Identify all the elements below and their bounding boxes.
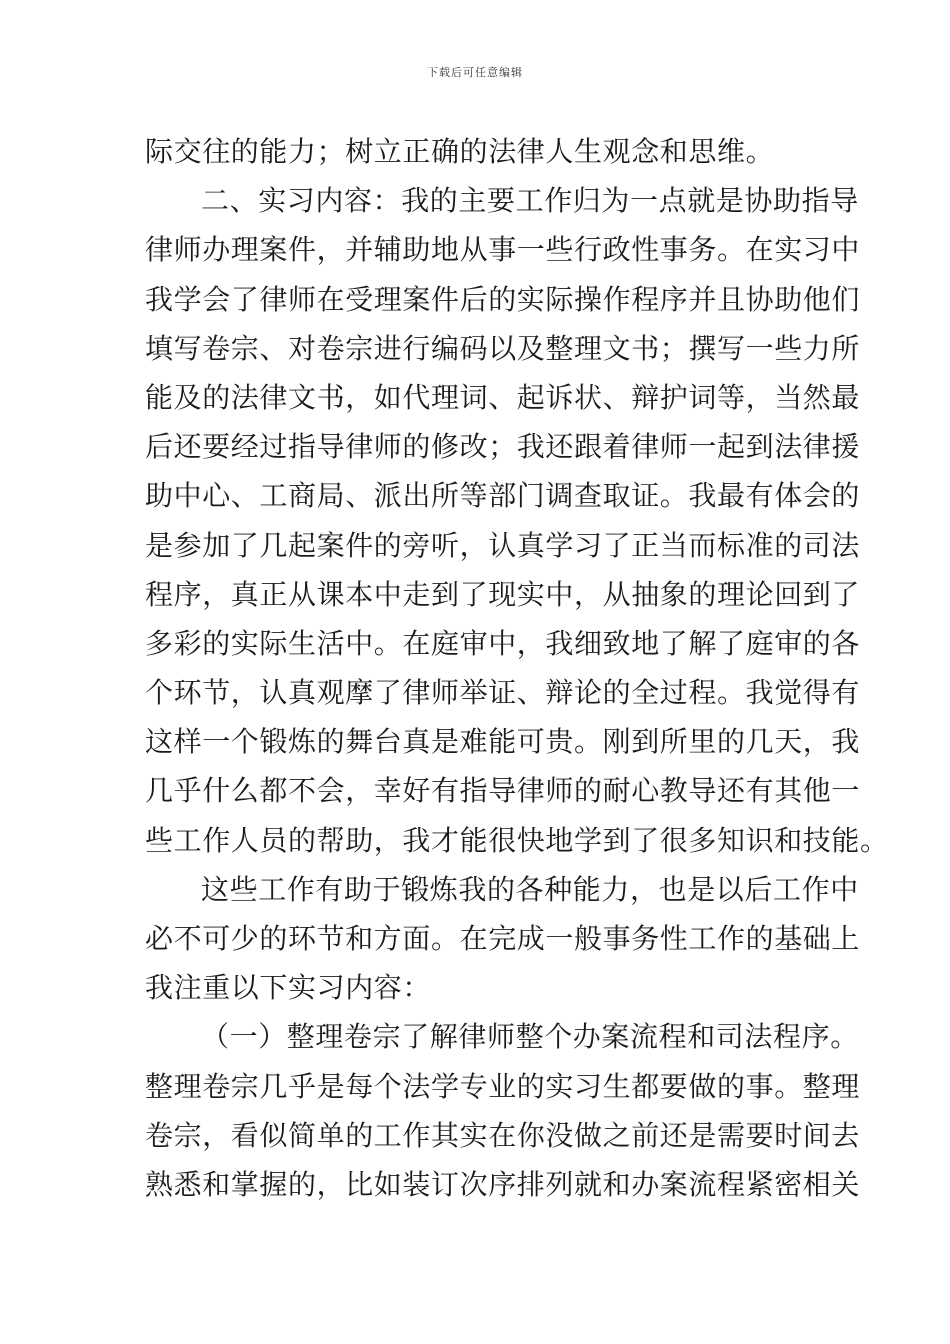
text-line: 助中心、工商局、派出所等部门调查取证。我最有体会的 (145, 479, 861, 513)
document-body (145, 127, 889, 1209)
text-line: 我注重以下实习内容： (145, 971, 432, 1005)
text-line: 填写卷宗、对卷宗进行编码以及整理文书；撰写一些力所 (145, 331, 861, 365)
text-line: 必不可少的环节和方面。在完成一般事务性工作的基础上 (145, 922, 861, 955)
text-line: （一）整理卷宗了解律师整个办案流程和司法程序。 (201, 1020, 859, 1054)
text-line: 个环节，认真观摩了律师举证、辩论的全过程。我觉得有 (145, 676, 861, 710)
text-line: 二、实习内容：我的主要工作归为一点就是协助指导 (201, 184, 859, 218)
page-header-note: 下载后可任意编辑 (427, 66, 523, 79)
text-line: 熟悉和掌握的，比如装订次序排列就和办案流程紧密相关 (145, 1167, 861, 1201)
text-line: 多彩的实际生活中。在庭审中，我细致地了解了庭审的各 (145, 626, 861, 660)
text-line: 卷宗，看似简单的工作其实在你没做之前还是需要时间去 (145, 1118, 861, 1152)
text-line: 我学会了律师在受理案件后的实际操作程序并且协助他们 (145, 282, 861, 316)
text-line: 能及的法律文书，如代理词、起诉状、辩护词等，当然最 (145, 380, 861, 414)
text-line: 是参加了几起案件的旁听，认真学习了正当而标准的司法 (145, 528, 861, 562)
text-line: 这样一个锻炼的舞台真是难能可贵。刚到所里的几天，我 (145, 725, 861, 759)
text-line: 际交往的能力；树立正确的法律人生观念和思维。 (145, 135, 775, 168)
text-line: 程序，真正从课本中走到了现实中，从抽象的理论回到了 (145, 577, 861, 611)
text-line: 几乎什么都不会，幸好有指导律师的耐心教导还有其他一 (145, 774, 861, 808)
text-line: 律师办理案件，并辅助地从事一些行政性事务。在实习中 (145, 233, 861, 267)
text-line: 这些工作有助于锻炼我的各种能力，也是以后工作中 (201, 872, 859, 906)
text-line: 些工作人员的帮助，我才能很快地学到了很多知识和技能。 (145, 823, 889, 857)
text-line: 后还要经过指导律师的修改；我还跟着律师一起到法律援 (145, 430, 861, 464)
text-line: 整理卷宗几乎是每个法学专业的实习生都要做的事。整理 (145, 1069, 861, 1103)
